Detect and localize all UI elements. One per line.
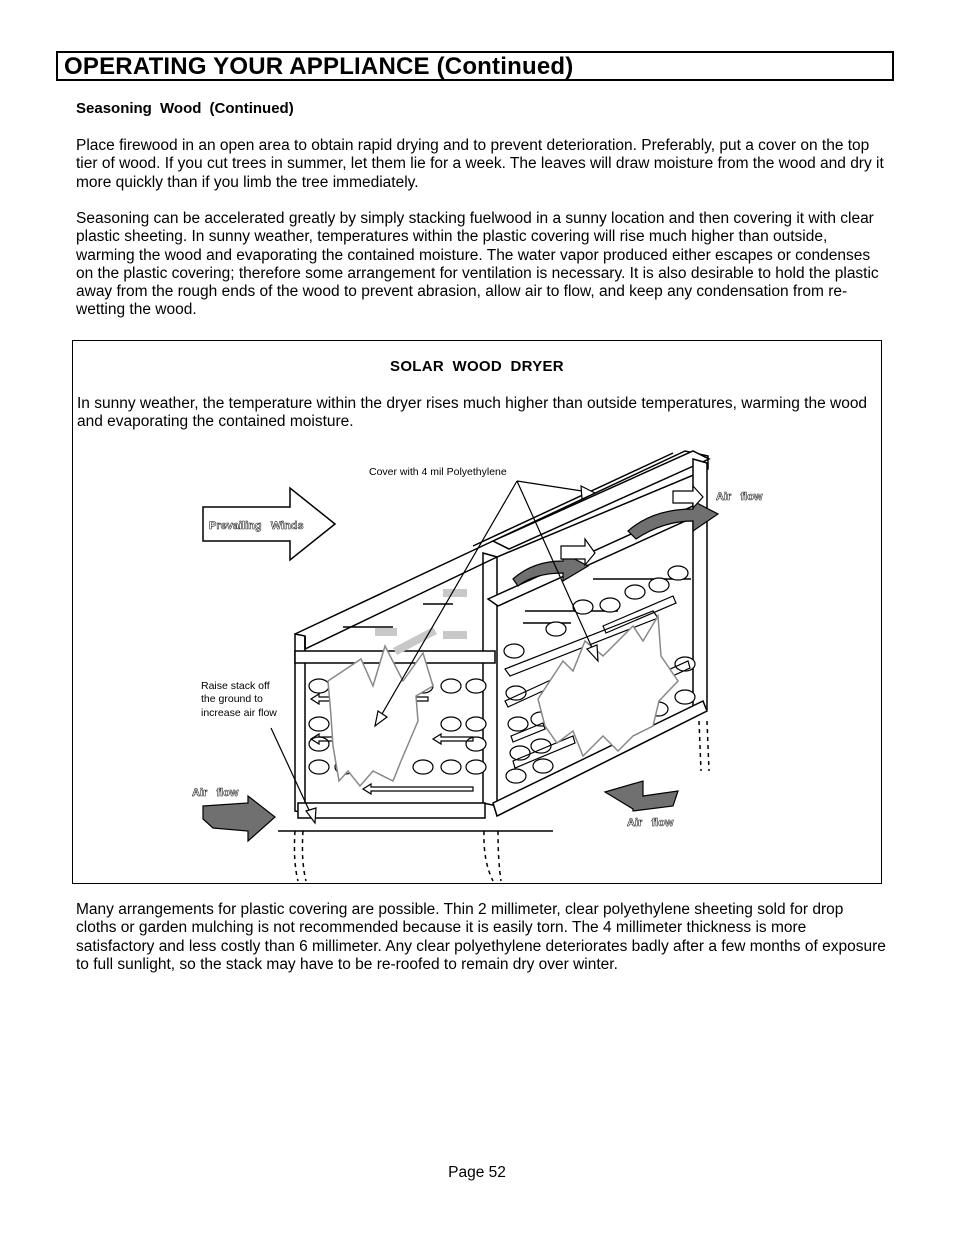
figure-caption: In sunny weather, the temperature within the dryer rises much higher than outside temperatures, warming the wood and evaporating the contained moisture. xyxy=(77,395,868,431)
airflow-label-right: Air flow xyxy=(627,817,674,829)
front-crossbar xyxy=(295,651,495,663)
solar-dryer-diagram xyxy=(73,341,881,883)
section-subheading: Seasoning Wood (Continued) xyxy=(76,100,294,117)
airflow-label-left: Air flow xyxy=(192,787,239,799)
raise-stack-line1: Raise stack off xyxy=(201,680,270,692)
paragraph-plastic-covering: Many arrangements for plastic covering are possible. Thin 2 millimeter, clear polyethylene sheeting sold for drop cloths or garden mulching is not recommended because it is easily torn. The 4 millimeter thickness is more satisfactory and less costly than 6 millimeter. Any clear polyethylene deteriorates badly after a few months of exposure to full sunlight, so the stack may have to be re-roofed to remain dry over winter. xyxy=(76,901,886,973)
sun-glare xyxy=(375,589,467,655)
solar-wood-dryer-figure xyxy=(72,340,882,884)
prevailing-winds-label: Prevailing Winds xyxy=(209,520,304,532)
cover-label: Cover with 4 mil Polyethylene xyxy=(369,466,507,478)
raise-stack-line2: the ground to xyxy=(201,693,263,705)
page-number: Page 52 xyxy=(448,1164,506,1181)
paragraph-accelerated-seasoning: Seasoning can be accelerated greatly by simply stacking fuelwood in a sunny location and then covering it with clear plastic sheeting. In sunny weather, temperatures within the plastic covering will rise much higher than outside, warming the wood and evaporating the contained moisture. The water vapor produced either escapes or condenses on the plastic covering; therefore some arrangement for ventilation is necessary. It is also desirable to hold the plastic away from the rough ends of the wood to prevent abrasion, allow air to flow, and keep any condensation from re-wetting the wood. xyxy=(76,210,879,319)
paragraph-drying: Place firewood in an open area to obtain rapid drying and to prevent deterioration. Preferably, put a cover on the top tier of wood. If you cut trees in summer, let them lie for a week. The leaves will draw moisture from the wood and dry it more quickly than if you limb the tree immediately. xyxy=(76,137,884,191)
page-title: OPERATING YOUR APPLIANCE (Continued) xyxy=(64,53,574,80)
airflow-right-arrow xyxy=(605,781,678,811)
page-title-box xyxy=(56,51,894,81)
prevailing-winds-arrow xyxy=(203,488,335,560)
raise-stack-line3: increase air flow xyxy=(201,707,277,719)
airflow-left-arrow xyxy=(203,796,275,841)
figure-title: SOLAR WOOD DRYER xyxy=(390,358,564,375)
heat-burst xyxy=(328,616,678,786)
airflow-label-top: Air flow xyxy=(716,491,763,503)
front-base xyxy=(298,803,485,818)
